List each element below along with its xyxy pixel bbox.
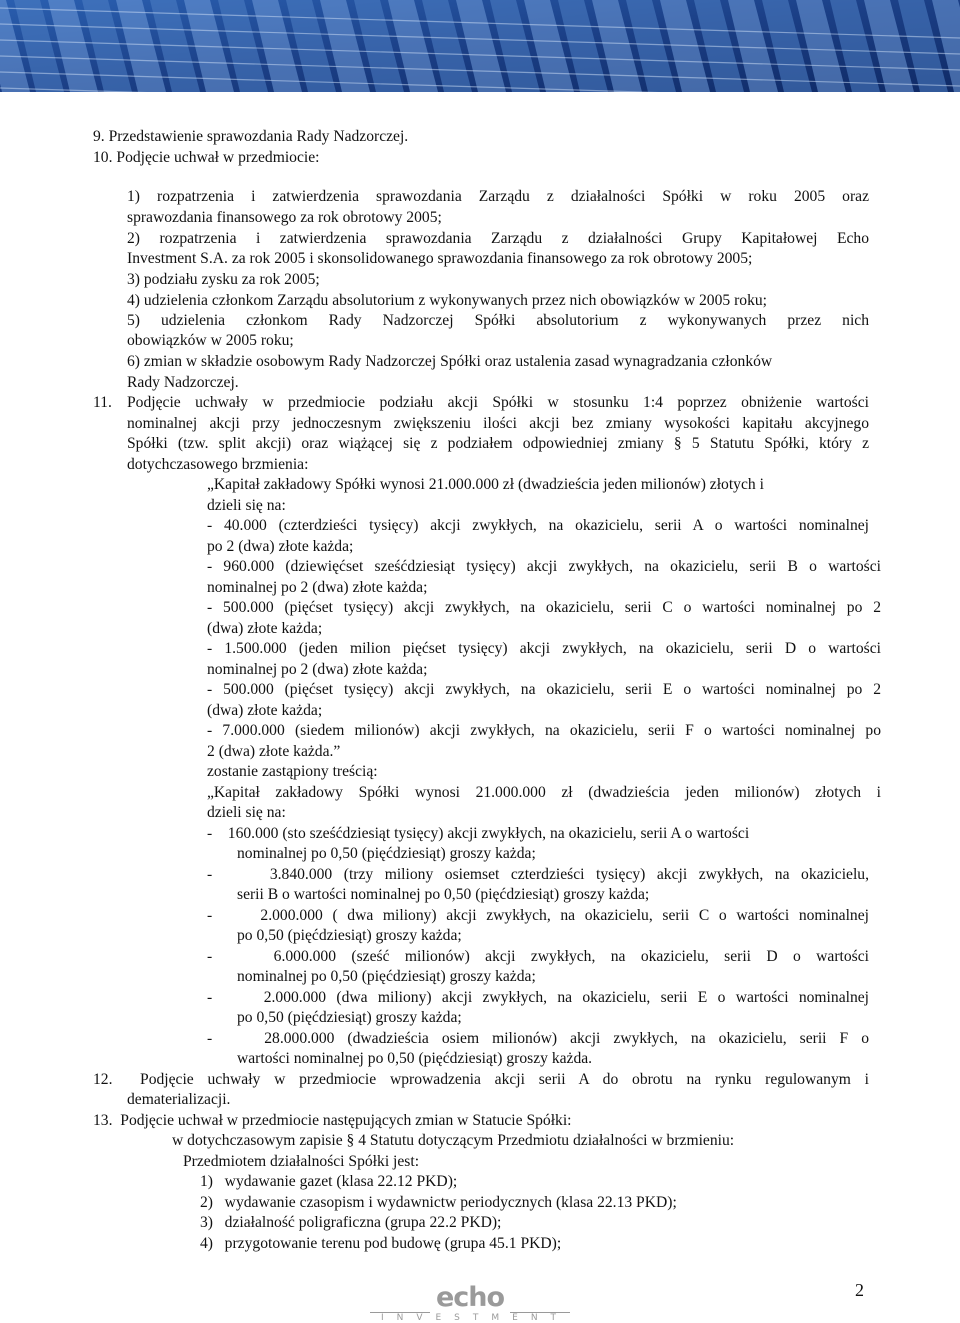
echo-investment-logo bbox=[370, 1283, 570, 1323]
logo-subtitle: INVESTMENT bbox=[380, 1313, 570, 1323]
page-number: 2 bbox=[855, 1280, 864, 1300]
resolution-point-1-cont: sprawozdania finansowego za rok obrotowy 2005; bbox=[127, 209, 442, 226]
new-series-f-cont: wartości nominalnej po 0,50 (pięćdziesiąt) groszy każda. bbox=[237, 1050, 593, 1067]
new-capital-clause: „Kapitał zakładowy Spółki wynosi 21.000.000 zł (dwadzieścia jeden milionów) złotych i bbox=[207, 784, 881, 801]
business-scope-item-3: 3) działalność poligraficzna (grupa 22.2 PKD); bbox=[200, 1214, 502, 1231]
old-series-e-cont: (dwa) złote każda; bbox=[207, 702, 323, 719]
old-series-f: - 7.000.000 (siedem milionów) akcji zwykłych, na okazicielu, serii F o wartości nominalnej po bbox=[207, 722, 881, 739]
business-scope-item-1: 1) wydawanie gazet (klasa 22.12 PKD); bbox=[200, 1173, 458, 1190]
old-series-a: - 40.000 (czterdzieści tysięcy) akcji zwykłych, na okazicielu, serii A o wartości nominalnej bbox=[207, 517, 869, 534]
new-capital-clause-cont: dzieli się na: bbox=[207, 804, 286, 821]
agenda-item-13: 13. Podjęcie uchwał w przedmiocie następujących zmian w Statucie Spółki: bbox=[93, 1112, 572, 1129]
agenda-item-11-cont-1: nominalnej akcji przy jednoczesnym zwiększeniu ilości akcji bez zmiany wysokości kapitału akcyjnego bbox=[127, 415, 869, 432]
agenda-item-11: Podjęcie uchwały w przedmiocie podziału akcji Spółki w stosunku 1:4 poprzez obniżenie wartości bbox=[127, 394, 869, 411]
statute-paragraph-4-intro: w dotychczasowym zapisie § 4 Statutu dotyczącym Przedmiotu działalności w brzmieniu: bbox=[172, 1132, 735, 1149]
agenda-item-12-cont: dematerializacji. bbox=[127, 1091, 231, 1108]
replacement-intro: zostanie zastąpiony treścią: bbox=[207, 763, 378, 780]
business-scope-item-4: 4) przygotowanie terenu pod budowę (grupa 45.1 PKD); bbox=[200, 1235, 562, 1252]
new-series-a-cont: nominalnej po 0,50 (pięćdziesiąt) groszy każda; bbox=[237, 845, 536, 862]
old-series-f-cont: 2 (dwa) złote każda.” bbox=[207, 743, 341, 760]
new-series-b: - 3.840.000 (trzy miliony osiemset czterdzieści tysięcy) akcji zwykłych, na okazicielu, bbox=[207, 866, 869, 883]
agenda-item-12: 12. Podjęcie uchwały w przedmiocie wprowadzenia akcji serii A do obrotu na rynku regulowanym i bbox=[93, 1071, 869, 1088]
new-series-c: - 2.000.000 ( dwa miliony) akcji zwykłych, na okazicielu, serii C o wartości nominalnej bbox=[207, 907, 869, 924]
new-series-c-cont: po 0,50 (pięćdziesiąt) groszy każda; bbox=[237, 927, 462, 944]
old-series-d: - 1.500.000 (jeden milion pięćset tysięcy) akcji zwykłych, na okazicielu, serii D o wartości bbox=[207, 640, 881, 657]
old-series-c-cont: (dwa) złote każda; bbox=[207, 620, 323, 637]
old-capital-clause: „Kapitał zakładowy Spółki wynosi 21.000.000 zł (dwadzieścia jeden milionów) złotych i bbox=[207, 476, 764, 493]
agenda-item-9: 9. Przedstawienie sprawozdania Rady Nadzorczej. bbox=[93, 128, 409, 145]
agenda-item-11-cont-2: Spółki (tzw. split akcji) oraz wiążącej się z podziałem odpowiedniej zmiany § 5 Statutu Spółki, który z bbox=[127, 435, 869, 452]
new-series-d-cont: nominalnej po 0,50 (pięćdziesiąt) groszy każda; bbox=[237, 968, 536, 985]
resolution-point-5: 5) udzielenia członkom Rady Nadzorczej Spółki absolutorium z wykonywanych przez nich bbox=[127, 312, 869, 329]
new-series-a: - 160.000 (sto sześćdziesiąt tysięcy) akcji zwykłych, na okazicielu, serii A o wartości bbox=[207, 825, 750, 842]
resolution-point-2-cont: Investment S.A. za rok 2005 i skonsolidowanego sprawozdania finansowego za rok obrotowy 2005; bbox=[127, 250, 753, 267]
new-series-d: - 6.000.000 (sześć milionów) akcji zwykłych, na okazicielu, serii D o wartości bbox=[207, 948, 869, 965]
resolution-point-5-cont: obowiązków w 2005 roku; bbox=[127, 332, 294, 349]
business-scope-heading: Przedmiotem działalności Spółki jest: bbox=[183, 1153, 420, 1170]
old-capital-clause-cont: dzieli się na: bbox=[207, 497, 286, 514]
old-series-e: - 500.000 (pięćset tysięcy) akcji zwykłych, na okazicielu, serii E o wartości nominalnej po 2 bbox=[207, 681, 881, 698]
resolution-point-2: 2) rozpatrzenia i zatwierdzenia sprawozdania Zarządu z działalności Grupy Kapitałowej Echo bbox=[127, 230, 869, 247]
old-series-d-cont: nominalnej po 2 (dwa) złote każda; bbox=[207, 661, 428, 678]
new-series-e: - 2.000.000 (dwa miliony) akcji zwykłych, na okazicielu, serii E o wartości nominalnej bbox=[207, 989, 869, 1006]
old-series-c: - 500.000 (pięćset tysięcy) akcji zwykłych, na okazicielu, serii C o wartości nominalnej po 2 bbox=[207, 599, 881, 616]
new-series-f: - 28.000.000 (dwadzieścia osiem milionów) akcji zwykłych, na okazicielu, serii F o bbox=[207, 1030, 869, 1047]
new-series-b-cont: serii B o wartości nominalnej po 0,50 (pięćdziesiąt) groszy każda; bbox=[237, 886, 650, 903]
resolution-point-6: 6) zmian w składzie osobowym Rady Nadzorczej Spółki oraz ustalenia zasad wynagradzania członków bbox=[127, 353, 773, 370]
old-series-a-cont: po 2 (dwa) złote każda; bbox=[207, 538, 354, 555]
resolution-point-1: 1) rozpatrzenia i zatwierdzenia sprawozdania Zarządu z działalności Spółki w roku 2005 oraz bbox=[127, 188, 869, 205]
old-series-b: - 960.000 (dziewięćset sześćdziesiąt tysięcy) akcji zwykłych, na okazicielu, serii B o wartości bbox=[207, 558, 881, 575]
new-series-e-cont: po 0,50 (pięćdziesiąt) groszy każda; bbox=[237, 1009, 462, 1026]
agenda-item-11-number: 11. bbox=[93, 394, 112, 411]
business-scope-item-2: 2) wydawanie czasopism i wydawnictw periodycznych (klasa 22.13 PKD); bbox=[200, 1194, 677, 1211]
agenda-item-11-cont-3: dotychczasowego brzmienia: bbox=[127, 456, 309, 473]
logo-wordmark: echo bbox=[435, 1282, 505, 1313]
resolution-point-3: 3) podziału zysku za rok 2005; bbox=[127, 271, 320, 288]
resolution-point-4: 4) udzielenia członkom Zarządu absolutorium z wykonywanych przez nich obowiązków w 2005 roku; bbox=[127, 292, 768, 309]
resolution-point-6-cont: Rady Nadzorczej. bbox=[127, 374, 239, 391]
agenda-item-10: 10. Podjęcie uchwał w przedmiocie: bbox=[93, 149, 320, 166]
old-series-b-cont: nominalnej po 2 (dwa) złote każda; bbox=[207, 579, 428, 596]
